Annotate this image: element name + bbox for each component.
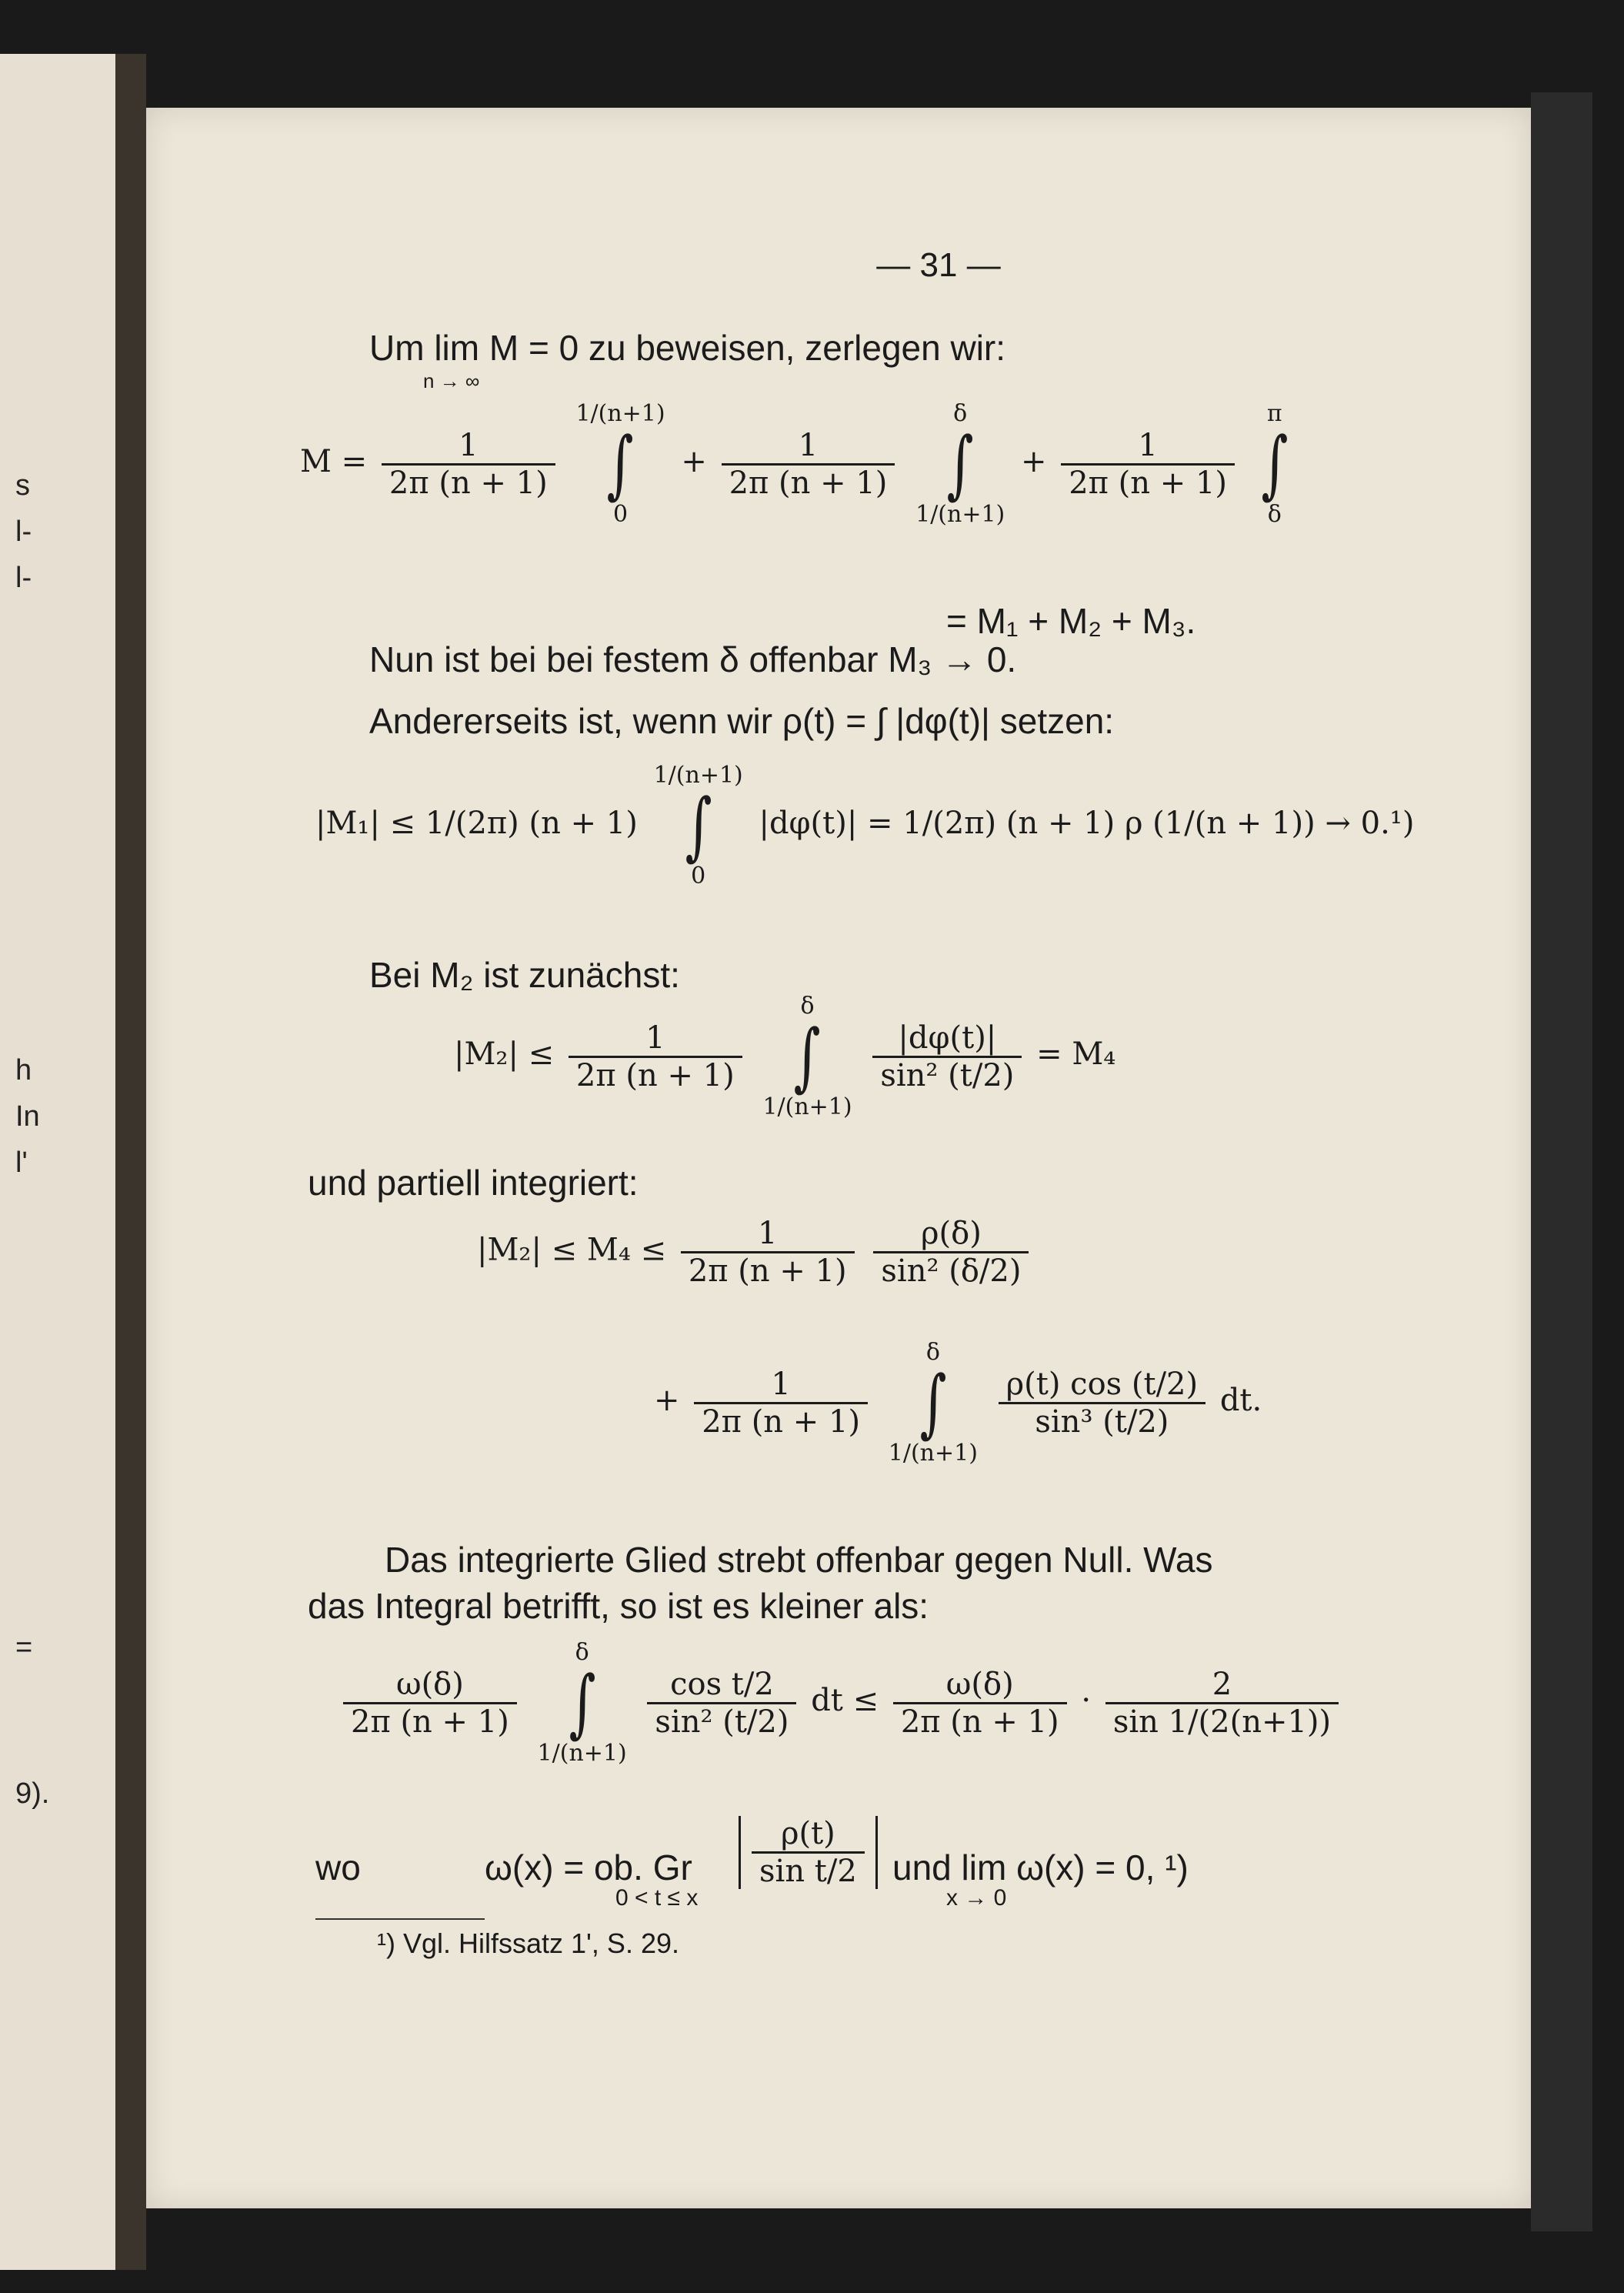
integral: δ ∫ 1/(n+1) [915, 400, 1005, 528]
fraction: $\frac{1}{2\pi (n + 1)}$ [382, 428, 555, 501]
equation-estimate: $\frac{\omega(\delta)}{2\pi (n + 1)}$ δ ∫ 1/(n+1) $\frac{\text{cos t/2}}{\text{sin² (t/2)}}$ dt ≤ $\frac{\omega(\delta)}{2\pi (n + 1)}$ · $\frac{2}{\sin 1/(2(n+1))}$ [338, 1639, 1343, 1767]
text-line: Um lim M = 0 zu beweisen, zerlegen wir: [369, 328, 1006, 368]
abs-fraction [739, 1816, 878, 1889]
fraction: $\frac{2}{\sin 1/(2(n+1))}$ [1105, 1667, 1339, 1740]
left-fragment: l- [15, 516, 32, 548]
text-line: Bei M₂ ist zunächst: [369, 955, 680, 995]
fraction: $\frac{1}{2\pi (n + 1)}$ [722, 428, 895, 501]
integral: δ ∫ 1/(n+1) [888, 1339, 978, 1467]
limit-subscript: x → 0 [946, 1885, 1007, 1911]
fraction: $\frac{1}{2\pi (n + 1)}$ [569, 1020, 742, 1093]
fraction: $\frac{1}{2\pi (n + 1)}$ [1061, 428, 1235, 501]
fraction: $\frac{\omega(\delta)}{2\pi (n + 1)}$ [893, 1667, 1067, 1740]
text-line: Das integrierte Glied strebt offenbar gegen Null. Was [385, 1540, 1213, 1580]
integral: 1/(n+1) ∫ 0 [653, 762, 743, 889]
text-line: das Integral betrifft, so ist es kleiner als: [308, 1586, 929, 1626]
text-line: Nun ist bei bei festem δ offenbar M₃ → 0. [369, 639, 1017, 679]
text-line: wo [315, 1847, 361, 1887]
fraction: $\frac{\omega(\delta)}{2\pi (n + 1)}$ [343, 1667, 517, 1740]
fraction: $\frac{\rho(t)}{\text{sin t/2}}$ [752, 1816, 865, 1889]
fraction: $\frac{1}{2\pi (n + 1)}$ [681, 1216, 855, 1289]
text-line: und lim ω(x) = 0, ¹) [892, 1847, 1189, 1887]
equation-partial-1: |M₂| ≤ M₄ ≤ $\frac{1}{2\pi (n + 1)}$ $\frac{\rho(\delta)}{\text{sin² (δ/2)}}$ [477, 1216, 1033, 1289]
equation-m2: |M₂| ≤ $\frac{1}{2\pi (n + 1)}$ δ ∫ 1/(n+1) $\frac{|d\varphi(t)|}{\text{sin² (t/2)}}$ = M₄ [454, 993, 1116, 1120]
integral: δ ∫ 1/(n+1) [762, 993, 852, 1120]
text-line: Andererseits ist, wenn wir ρ(t) = ∫ |dφ(t)| setzen: [369, 701, 1115, 741]
equation-partial-2: + $\frac{1}{2\pi (n + 1)}$ δ ∫ 1/(n+1) $\frac{\rho(t) \cos (t/2)}{\text{sin³ (t/2)}}$ dt. [654, 1339, 1262, 1467]
left-page [0, 54, 120, 2270]
limit-subscript: n → ∞ [423, 369, 480, 392]
fraction: $\frac{\rho(\delta)}{\text{sin² (δ/2)}}$ [873, 1216, 1029, 1289]
left-fragment: l- [15, 562, 32, 594]
left-fragment: s [15, 469, 30, 502]
equation-m1: |M₁| ≤ 1/(2π) (n + 1) 1/(n+1) ∫ 0 |dφ(t)| = 1/(2π) (n + 1) ρ (1/(n + 1)) → 0.¹) [315, 762, 1415, 889]
integral: π ∫ δ [1261, 400, 1289, 528]
book-gutter [115, 54, 146, 2270]
left-fragment: h [15, 1054, 32, 1086]
page-number: — 31 — [876, 246, 1001, 284]
fraction: $\frac{\rho(t) \cos (t/2)}{\text{sin³ (t/2)}}$ [999, 1367, 1205, 1440]
text-line: ω(x) = ob. Gr [485, 1847, 692, 1887]
integral: 1/(n+1) ∫ 0 [575, 400, 665, 528]
fraction: $\frac{|d\varphi(t)|}{\text{sin² (t/2)}}$ [872, 1020, 1022, 1093]
left-fragment: l' [15, 1146, 28, 1179]
left-fragment: = [15, 1631, 33, 1664]
text-line: und partiell integriert: [308, 1163, 639, 1203]
sup-subscript: 0 < t ≤ x [615, 1885, 699, 1911]
fraction: $\frac{1}{2\pi (n + 1)}$ [694, 1367, 868, 1440]
footnote: ¹) Vgl. Hilfssatz 1', S. 29. [377, 1928, 679, 1959]
book-page [146, 108, 1531, 2208]
equation-decomposition: M = $\frac{1}{2\pi (n + 1)}$ 1/(n+1) ∫ 0 + $\frac{1}{2\pi (n + 1)}$ δ ∫ 1/(n+1) + $\frac{1}{2\pi (n + 1)}$ π ∫ δ [300, 400, 1300, 528]
left-fragment: In [15, 1100, 40, 1133]
eq-lhs: M = [300, 444, 368, 479]
text-line: = M₁ + M₂ + M₃. [946, 601, 1196, 641]
left-fragment: 9). [15, 1777, 50, 1810]
fraction: $\frac{\text{cos t/2}}{\text{sin² (t/2)}}$ [647, 1667, 796, 1740]
integral: δ ∫ 1/(n+1) [537, 1639, 627, 1767]
book-edge [1531, 92, 1592, 2231]
footnote-rule [315, 1918, 485, 1920]
